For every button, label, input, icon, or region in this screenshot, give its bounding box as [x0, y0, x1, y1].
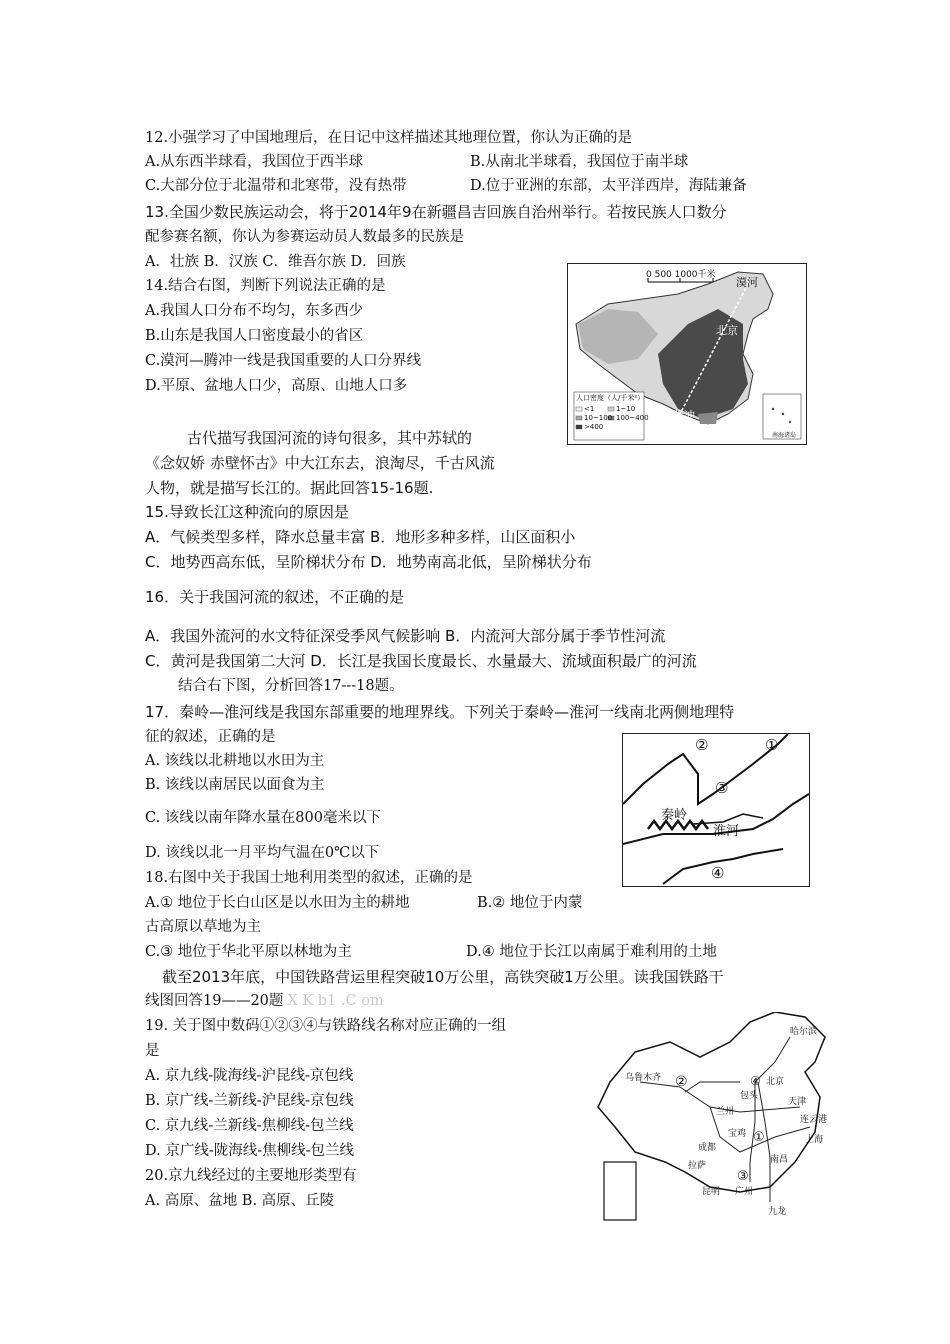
- railway-map: [590, 1012, 835, 1222]
- q20-stem: 20.京九线经过的主要地形类型有: [145, 1168, 357, 1184]
- intro17: 结合右下图，分析回答17---18题。: [178, 678, 404, 694]
- map3-beijing: 北京: [766, 1077, 785, 1087]
- q13-stem-1: 13.全国少数民族运动会，将于2014年9在新疆昌吉回族自治州举行。若按民族人口数分: [145, 203, 727, 221]
- map3-baotou: 包头: [740, 1091, 759, 1101]
- map1-legend-1: <1: [584, 405, 595, 413]
- q18-option-c: C.③ 地位于华北平原以林地为主: [145, 944, 352, 960]
- q16-options-ab: A．我国外流河的水文特征深受季风气候影响 B．内流河大部分属于季节性河流: [145, 627, 666, 645]
- q17-option-c: C. 该线以南年降水量在800毫米以下: [145, 810, 381, 826]
- q14-option-d: D.平原、盆地人口少，高原、山地人口多: [145, 378, 408, 394]
- q12-option-c: C.大部分位于北温带和北寒带，没有热带: [145, 178, 407, 194]
- q15-options-ab: A．气候类型多样，降水总量丰富 B．地形多种多样，山区面积小: [145, 528, 576, 546]
- intro15-line-2: 《念奴娇 赤壁怀古》中大江东去，浪淘尽，千古风流: [145, 454, 495, 472]
- intro15-line-3: 人物，就是描写长江的。据此回答15-16题.: [145, 479, 434, 497]
- q17-option-b: B. 该线以南居民以面食为主: [145, 777, 325, 793]
- map3-kunming: 昆明: [702, 1187, 721, 1197]
- map2-qinling: 秦岭: [661, 808, 688, 823]
- q18-option-b-2: 古高原以草地为主: [145, 919, 261, 935]
- map1-inset-label: 南海诸岛: [772, 432, 797, 439]
- map1-scale: 0 500 1000千米: [646, 270, 716, 280]
- q19-option-b: B. 京广线-兰新线-沪昆线-京包线: [145, 1093, 354, 1109]
- q12-option-a: A.从东西半球看，我国位于西半球: [145, 154, 364, 170]
- q16-stem: 16．关于我国河流的叙述，不正确的是: [145, 588, 405, 606]
- q17-stem-1: 17．秦岭—淮河线是我国东部重要的地理界线。下列关于秦岭—淮河一线南北两侧地理特: [145, 703, 735, 721]
- intro15-line-1: 古代描写我国河流的诗句很多，其中苏轼的: [187, 429, 473, 447]
- map3-number-2: ②: [675, 1074, 688, 1090]
- q19-option-c: C. 京九线-兰新线-焦柳线-包兰线: [145, 1118, 354, 1134]
- q17-stem-2: 征的叙述，正确的是: [145, 729, 276, 745]
- map3-chengdu: 成都: [698, 1143, 717, 1153]
- map3-lanzhou: 兰州: [716, 1107, 735, 1117]
- map1-legend-title: 人口密度（人/千米²）: [576, 394, 645, 402]
- q14-option-a: A.我国人口分布不均匀，东多西少: [145, 303, 364, 319]
- map3-lhasa: 拉萨: [688, 1161, 707, 1171]
- map2-number-4: ④: [711, 864, 725, 882]
- q19-option-a: A. 京九线-陇海线-沪昆线-京包线: [145, 1068, 354, 1084]
- map1-legend-5: >400: [584, 423, 604, 431]
- q18-stem: 18.右图中关于我国土地利用类型的叙述，正确的是: [145, 870, 473, 886]
- population-density-map: [567, 263, 807, 445]
- map3-number-4: ④: [750, 1074, 761, 1088]
- map1-beijing: 北京: [716, 324, 738, 337]
- q14-stem: 14.结合右图，判断下列说法正确的是: [145, 278, 386, 294]
- map3-urumqi: 乌鲁木齐: [625, 1073, 662, 1083]
- watermark: X K b1 .C om: [287, 993, 384, 1009]
- q15-options-cd: C．地势西高东低，呈阶梯状分布 D．地势南高北低，呈阶梯状分布: [145, 553, 592, 571]
- map3-baoji: 宝鸡: [728, 1129, 747, 1139]
- map3-number-3: ③: [737, 1169, 749, 1184]
- q19-stem-1: 19. 关于图中数码①②③④与铁路线名称对应正确的一组: [145, 1018, 507, 1034]
- intro19-line-2-text: 线图回答19——20题: [145, 993, 284, 1009]
- q18-option-b-1: B.② 地位于内蒙: [477, 895, 583, 911]
- map1-legend-3: 10~100: [584, 414, 613, 422]
- q18-option-d: D.④ 地位于长江以南属于难利用的土地: [466, 944, 717, 960]
- map1-legend-2: 1~10: [616, 405, 636, 413]
- q12-stem: 12.小强学习了中国地理后，在日记中这样描述其地理位置，你认为正确的是: [145, 130, 633, 146]
- map3-nanchang: 南昌: [770, 1155, 789, 1165]
- map3-number-1: ①: [753, 1130, 765, 1145]
- q16-options-cd: C．黄河是我国第二大河 D．长江是我国长度最长、水量最大、流域面积最广的河流: [145, 652, 697, 670]
- q20-options: A. 高原、盆地 B. 高原、丘陵: [145, 1193, 335, 1209]
- q17-option-d: D. 该线以北一月平均气温在0℃以下: [145, 845, 380, 861]
- q18-option-a: A.① 地位于长白山区是以水田为主的耕地: [145, 895, 410, 911]
- map1-tengchong: 腾冲: [673, 409, 695, 422]
- q13-stem-2: 配参赛名额，你认为参赛运动员人数最多的民族是: [145, 229, 464, 245]
- map3-shanghai: 上海: [805, 1135, 824, 1145]
- q12-option-b: B.从南北半球看，我国位于南半球: [470, 154, 689, 170]
- q17-option-a: A. 该线以北耕地以水田为主: [145, 753, 325, 769]
- q12-option-d: D.位于亚洲的东部，太平洋西岸，海陆兼备: [470, 178, 747, 194]
- map2-number-2: ②: [695, 736, 709, 754]
- qinling-huaihe-map: [622, 733, 810, 887]
- map1-mohe: 漠河: [736, 276, 758, 289]
- map1-legend-4: 100~400: [616, 414, 649, 422]
- q14-option-b: B.山东是我国人口密度最小的省区: [145, 328, 364, 344]
- q14-option-c: C.漠河—腾冲一线是我国重要的人口分界线: [145, 353, 422, 369]
- map2-huaihe: 淮河: [713, 824, 740, 839]
- map2-number-3: ③: [715, 779, 729, 797]
- q19-stem-2: 是: [145, 1043, 160, 1059]
- map3-lianyungang: 连云港: [800, 1115, 828, 1125]
- map3-tianjin: 天津: [788, 1097, 807, 1107]
- map2-number-1: ①: [765, 736, 779, 754]
- q13-options: A．壮族 B．汉族 C．维吾尔族 D．回族: [145, 254, 406, 270]
- q19-option-d: D. 京广线-陇海线-焦柳线-包兰线: [145, 1143, 355, 1159]
- intro19-line-1: 截至2013年底，中国铁路营运里程突破10万公里，高铁突破1万公里。读我国铁路干: [162, 968, 724, 986]
- map3-guangzhou: 广州: [735, 1187, 754, 1197]
- map3-jiulong: 九龙: [768, 1207, 787, 1217]
- intro19-line-2: [145, 991, 384, 1011]
- q15-stem: 15.导致长江这种流向的原因是: [145, 503, 349, 521]
- map3-harbin: 哈尔滨: [790, 1027, 818, 1037]
